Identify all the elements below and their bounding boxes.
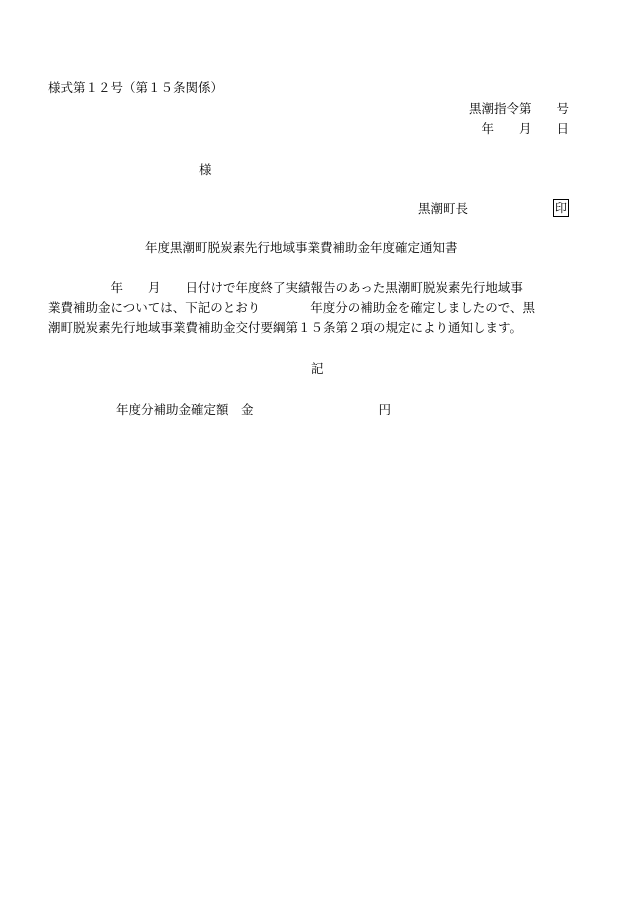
body-line: 潮町脱炭素先行地域事業費補助金交付要綱第１５条第２項の規定により通知します。	[48, 320, 523, 335]
body-line: 業費補助金については、下記のとおり 年度分の補助金を確定しましたので、黒	[48, 300, 536, 315]
notation-heading: 記	[311, 361, 324, 376]
document-number: 黒潮指令第 号	[468, 101, 569, 116]
form-label: 様式第１２号（第１５条関係）	[48, 80, 224, 95]
amount-line: 年度分補助金確定額 金 円	[116, 402, 392, 417]
addressee-suffix: 様	[199, 162, 212, 177]
seal-stamp: 印	[554, 201, 567, 215]
document-title: 年度黒潮町脱炭素先行地域事業費補助金年度確定通知書	[145, 240, 458, 255]
body-line: 年 月 日付けで年度終了実績報告のあった黒潮町脱炭素先行地域事	[48, 280, 523, 295]
sender-title: 黒潮町長	[418, 201, 469, 216]
body-text	[48, 278, 588, 338]
document-date: 年 月 日	[481, 121, 569, 136]
